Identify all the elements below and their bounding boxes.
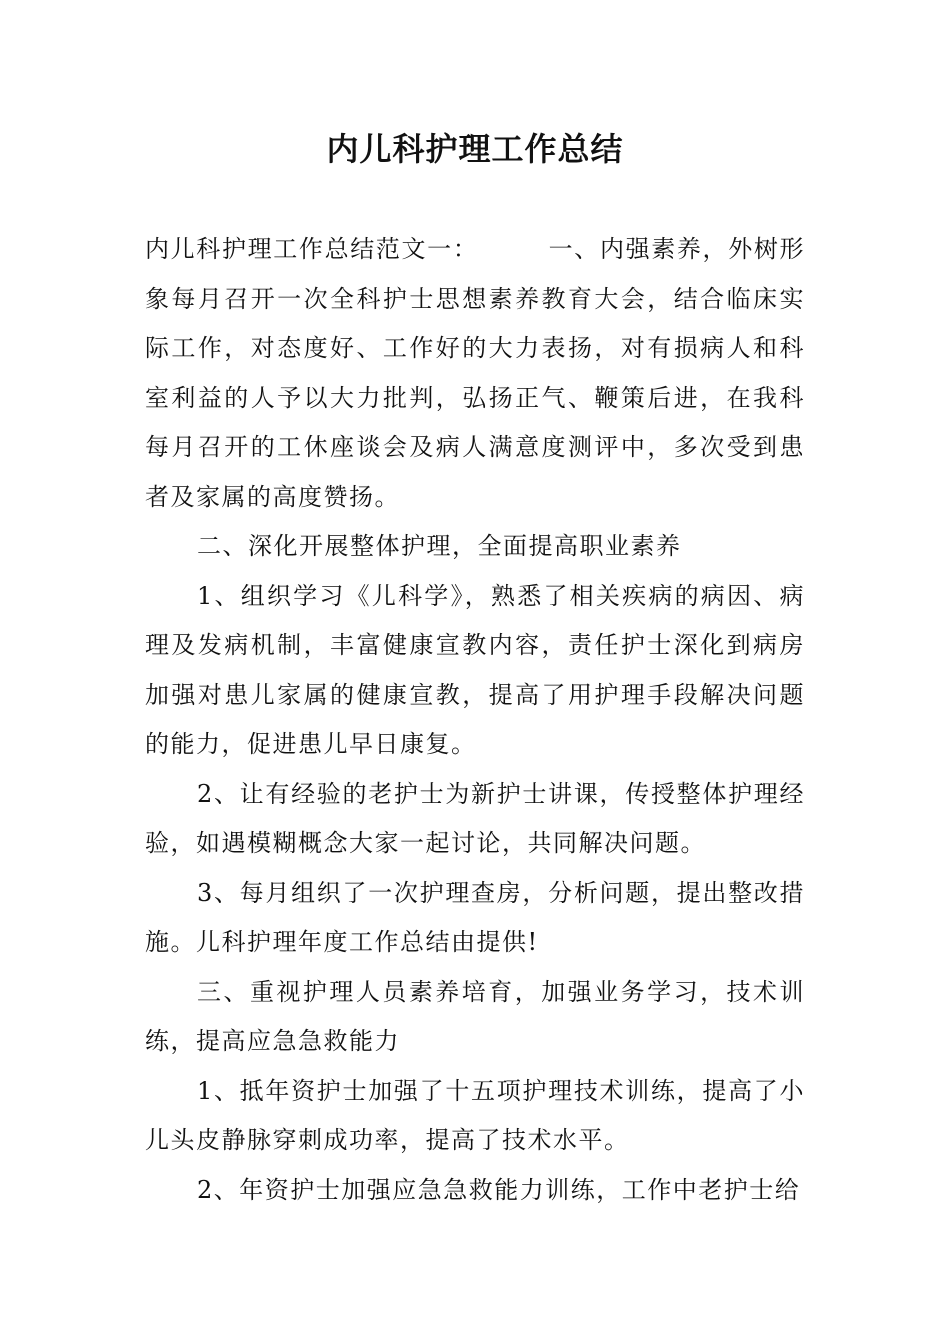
paragraph-1: 一、内强素养，外树形象每月召开一次全科护士思想素养教育大会，结合临床实际工作，对态度好、工作好的大力表扬，对有损病人和科室利益的人予以大力批判，弘扬正气、鞭策后进，在我科每月召开的工休座谈会及病人满意度测评中，多次受到患者及家属的高度赞扬。 xyxy=(145,235,806,511)
paragraph-8: 2、年资护士加强应急急救能力训练，工作中老护士给 xyxy=(197,1175,801,1204)
paragraph-4: 2、让有经验的老护士为新护士讲课，传授整体护理经验，如遇模糊概念大家一起讨论，共同解决问题。 xyxy=(145,779,805,857)
paragraph-6: 三、重视护理人员素养培育，加强业务学习，技术训练，提高应急急救能力 xyxy=(145,977,805,1055)
document-body xyxy=(145,225,805,1215)
intro-label: 内儿科护理工作总结范文一： xyxy=(145,235,479,263)
paragraph-5: 3、每月组织了一次护理查房，分析问题，提出整改措施。儿科护理年度工作总结由提供! xyxy=(145,878,805,956)
paragraph-7: 1、抵年资护士加强了十五项护理技术训练，提高了小儿头皮静脉穿刺成功率，提高了技术水平。 xyxy=(145,1076,805,1154)
paragraph-3: 1、组织学习《儿科学》，熟悉了相关疾病的病因、病理及发病机制，丰富健康宣教内容，责任护士深化到病房加强对患儿家属的健康宣教，提高了用护理手段解决问题的能力，促进患儿早日康复。 xyxy=(145,581,805,758)
document-title: 内儿科护理工作总结 xyxy=(326,130,624,168)
intro-paragraph xyxy=(145,225,805,522)
paragraph-2: 二、深化开展整体护理，全面提高职业素养 xyxy=(197,532,682,560)
